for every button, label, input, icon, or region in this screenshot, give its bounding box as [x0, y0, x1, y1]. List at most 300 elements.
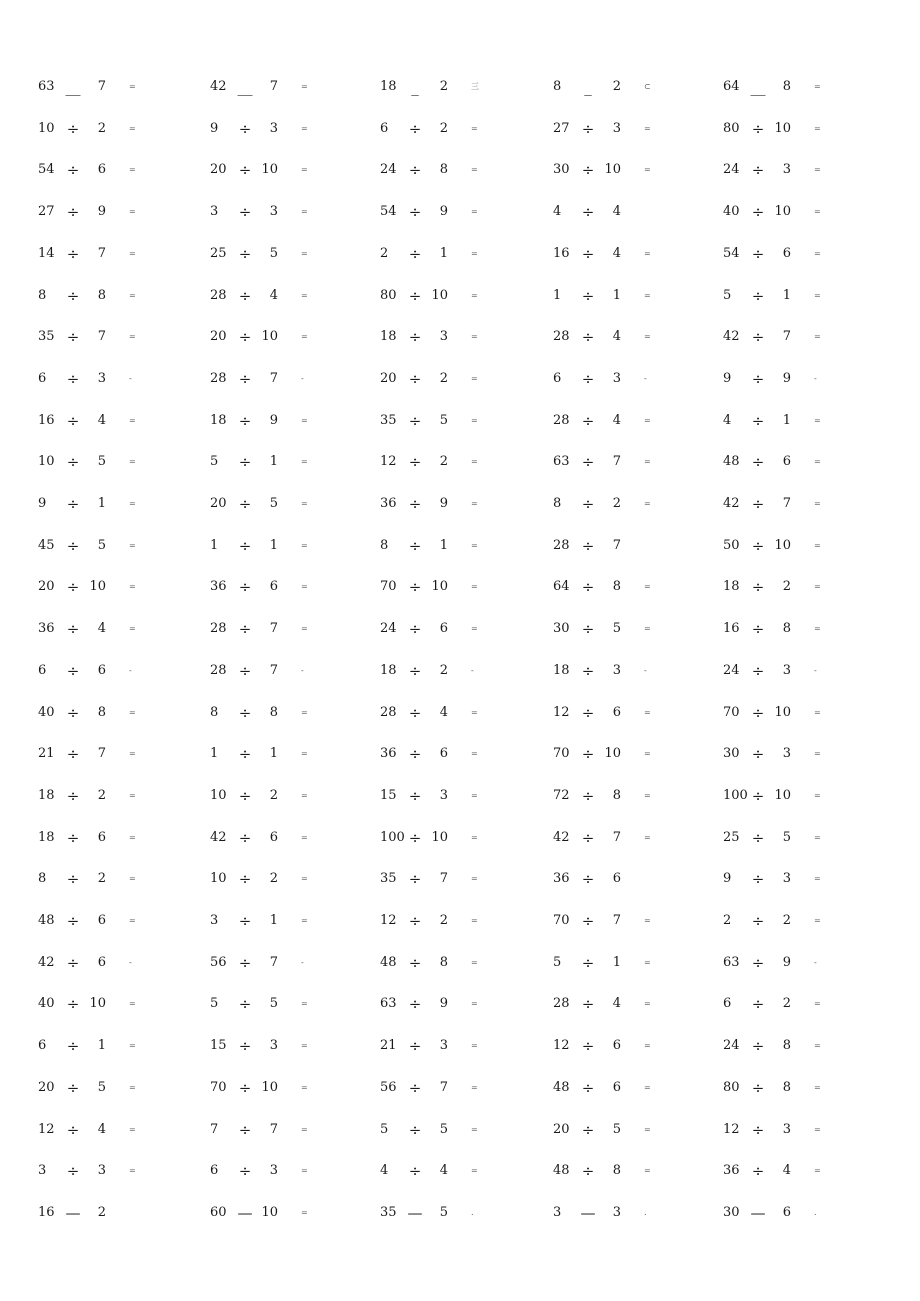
division-sign: ÷ [751, 1078, 765, 1097]
divisor: 4 [612, 245, 621, 261]
division-sign: ÷ [581, 1120, 595, 1139]
division-problem [210, 742, 350, 766]
divisor: 1 [612, 954, 621, 970]
equals-sign: = [129, 123, 136, 133]
equals-sign: = [471, 957, 478, 967]
problem-row [0, 784, 920, 808]
problem-row [0, 742, 920, 766]
divisor: 3 [269, 120, 278, 136]
equals-sign: - [129, 665, 132, 675]
division-problem [380, 1034, 520, 1058]
division-problem [38, 284, 178, 308]
equals-sign: = [301, 415, 308, 425]
dividend: 42 [38, 954, 55, 970]
division-sign: ÷ [581, 1078, 595, 1097]
division-problem [380, 784, 520, 808]
division-sign: ÷ [238, 119, 252, 138]
division-sign: ÷ [408, 745, 422, 764]
divisor: 4 [612, 996, 621, 1012]
dividend: 42 [553, 829, 570, 845]
divisor: 2 [97, 1204, 106, 1220]
equals-sign: = [814, 624, 821, 634]
divisor: 8 [782, 621, 791, 637]
division-sign: ÷ [408, 703, 422, 722]
dividend: 24 [380, 621, 397, 637]
division-sign: ÷ [751, 578, 765, 597]
divisor: 8 [269, 704, 278, 720]
dividend: 12 [723, 1121, 740, 1137]
dividend: 36 [553, 871, 570, 887]
divisor: 4 [612, 329, 621, 345]
equals-sign: = [644, 1124, 651, 1134]
equals-sign: = [814, 790, 821, 800]
divisor: 8 [782, 79, 791, 94]
dividend: 64 [553, 579, 570, 595]
division-sign: ÷ [66, 1120, 80, 1139]
division-problem [553, 1201, 693, 1225]
division-problem [210, 1118, 350, 1142]
division-problem [553, 242, 693, 266]
division-problem [210, 75, 350, 99]
dividend: 70 [723, 704, 740, 720]
divisor: 8 [782, 1038, 791, 1054]
divisor: 6 [782, 454, 791, 470]
division-problem [723, 951, 863, 975]
division-problem [38, 701, 178, 725]
division-sign: ÷ [238, 745, 252, 764]
division-problem [380, 742, 520, 766]
division-problem [723, 909, 863, 933]
divisor: 5 [269, 996, 278, 1012]
equals-sign: = [471, 290, 478, 300]
dividend: 12 [38, 1121, 55, 1137]
divisor: 6 [97, 913, 106, 928]
divisor: 6 [612, 871, 621, 887]
division-sign: ÷ [408, 620, 422, 639]
divisor: 7 [439, 871, 448, 887]
divisor: 9 [782, 954, 791, 970]
problem-row [0, 158, 920, 182]
dividend: 63 [38, 79, 55, 94]
dividend: 70 [380, 579, 397, 595]
equals-sign: = [644, 1082, 651, 1092]
equals-sign: = [814, 207, 821, 217]
equals-sign: = [644, 624, 651, 634]
equals-sign: = [301, 248, 308, 258]
division-problem [38, 659, 178, 683]
dividend: 36 [380, 496, 397, 511]
dividend: 20 [380, 370, 397, 386]
dividend: 56 [380, 1079, 397, 1095]
dividend: 10 [38, 120, 55, 136]
division-sign: ÷ [751, 286, 765, 305]
dividend: 5 [723, 287, 732, 303]
division-problem [210, 1076, 350, 1100]
dividend: 48 [38, 913, 55, 928]
division-problem [553, 534, 693, 558]
divisor: 10 [774, 704, 791, 720]
equals-sign: = [644, 123, 651, 133]
equals-sign: = [129, 624, 136, 634]
equals-sign: = [471, 1041, 478, 1051]
equals-sign: = [471, 999, 478, 1009]
division-sign: ÷ [751, 661, 765, 680]
equals-sign: . [471, 1207, 474, 1217]
divisor: 3 [782, 662, 791, 678]
divisor: 7 [612, 454, 621, 470]
divisor: 4 [97, 621, 106, 637]
problem-row [0, 951, 920, 975]
division-problem [380, 575, 520, 599]
divisor: 2 [269, 787, 278, 803]
division-sign: ÷ [581, 536, 595, 555]
equals-sign: = [644, 248, 651, 258]
dividend: 6 [210, 1163, 219, 1179]
divisor: 10 [261, 162, 278, 178]
division-problem [38, 450, 178, 474]
dividend: 4 [553, 204, 562, 220]
division-problem [38, 75, 178, 99]
equals-sign: = [814, 540, 821, 550]
dividend: 9 [38, 496, 47, 511]
dividend: 30 [553, 162, 570, 178]
dividend: 6 [380, 120, 389, 136]
equals-sign: = [471, 832, 478, 842]
problem-row [0, 867, 920, 891]
dividend: 8 [380, 537, 389, 553]
division-sign: _ [411, 78, 419, 96]
dividend: 48 [380, 954, 397, 970]
division-sign: ÷ [581, 786, 595, 805]
divisor: 10 [261, 1204, 278, 1220]
division-sign: ÷ [66, 536, 80, 555]
division-problem [380, 200, 520, 224]
division-sign: ÷ [238, 536, 252, 555]
equals-sign: = [644, 457, 651, 467]
problem-row [0, 534, 920, 558]
division-sign: ÷ [66, 411, 80, 430]
division-sign: ÷ [66, 870, 80, 889]
divisor: 10 [261, 329, 278, 345]
dividend: 8 [38, 871, 47, 887]
divisor: 9 [439, 996, 448, 1012]
equals-sign: = [644, 332, 651, 342]
problem-row [0, 826, 920, 850]
dividend: 15 [380, 787, 397, 803]
division-sign: ÷ [66, 828, 80, 847]
equals-sign: = [301, 624, 308, 634]
equals-sign: - [301, 665, 304, 675]
dividend: 12 [553, 704, 570, 720]
dividend: 40 [38, 996, 55, 1012]
dividend: 8 [210, 704, 219, 720]
division-sign: — [407, 1203, 423, 1222]
divisor: 6 [439, 746, 448, 762]
dividend: 16 [38, 1204, 55, 1220]
dividend: 63 [553, 454, 570, 470]
divisor: 9 [97, 204, 106, 220]
division-sign: ÷ [66, 495, 80, 513]
division-sign: ÷ [238, 203, 252, 222]
divisor: 3 [439, 787, 448, 803]
division-sign: — [65, 1203, 81, 1222]
dividend: 54 [380, 204, 397, 220]
division-problem [553, 367, 693, 391]
division-problem [380, 158, 520, 182]
dividend: 24 [723, 1038, 740, 1054]
dividend: 56 [210, 954, 227, 970]
equals-sign: = [814, 82, 821, 91]
division-sign: __ [65, 78, 81, 96]
divisor: 7 [97, 245, 106, 261]
divisor: 1 [269, 537, 278, 553]
dividend: 4 [380, 1163, 389, 1179]
dividend: 54 [38, 162, 55, 178]
division-problem [380, 1201, 520, 1225]
dividend: 42 [723, 329, 740, 345]
division-problem [38, 1118, 178, 1142]
division-problem [38, 784, 178, 808]
equals-sign: = [129, 457, 136, 467]
division-sign: ÷ [238, 578, 252, 597]
division-sign: ÷ [66, 161, 80, 180]
divisor: 2 [439, 662, 448, 678]
division-problem [210, 367, 350, 391]
division-sign: ÷ [581, 203, 595, 222]
equals-sign: = [644, 790, 651, 800]
equals-sign: = [471, 123, 478, 133]
divisor: 10 [89, 579, 106, 595]
division-sign: ÷ [66, 369, 80, 388]
divisor: 1 [439, 245, 448, 261]
divisor: 6 [782, 1204, 791, 1220]
equals-sign: = [129, 999, 136, 1009]
divisor: 3 [782, 871, 791, 887]
division-sign: ÷ [751, 328, 765, 347]
equals-sign: = [471, 373, 478, 383]
divisor: 5 [439, 412, 448, 428]
division-sign: ÷ [408, 411, 422, 430]
dividend: 20 [553, 1121, 570, 1137]
dividend: 8 [38, 287, 47, 303]
divisor: 1 [269, 913, 278, 928]
division-problem [38, 1201, 178, 1225]
dividend: 28 [380, 704, 397, 720]
equals-sign: = [471, 1082, 478, 1092]
divisor: 2 [97, 871, 106, 887]
equals-sign: = [301, 832, 308, 842]
division-sign: ÷ [408, 828, 422, 847]
divisor: 5 [439, 1204, 448, 1220]
equals-sign: = [301, 290, 308, 300]
dividend: 28 [553, 412, 570, 428]
division-sign: ÷ [581, 661, 595, 680]
problem-row [0, 1118, 920, 1142]
problem-row [0, 409, 920, 433]
divisor: 5 [612, 1121, 621, 1137]
equals-sign: = [471, 165, 478, 175]
divisor: 10 [261, 1079, 278, 1095]
dividend: 80 [723, 1079, 740, 1095]
divisor: 6 [97, 954, 106, 970]
equals-sign: = [814, 332, 821, 342]
dividend: 60 [210, 1204, 227, 1220]
division-problem [38, 158, 178, 182]
division-sign: ÷ [581, 495, 595, 513]
division-sign: — [237, 1203, 253, 1222]
division-problem [723, 1159, 863, 1183]
dividend: 9 [723, 370, 732, 386]
division-sign: ÷ [581, 453, 595, 472]
division-sign: ÷ [751, 745, 765, 764]
division-sign: — [580, 1203, 596, 1222]
division-problem [553, 492, 693, 516]
equals-sign: = [644, 1041, 651, 1051]
equals-sign: = [129, 832, 136, 842]
division-problem [38, 200, 178, 224]
division-problem [38, 867, 178, 891]
division-problem [380, 325, 520, 349]
divisor: 3 [612, 120, 621, 136]
divisor: 4 [269, 287, 278, 303]
dividend: 40 [38, 704, 55, 720]
division-problem [38, 534, 178, 558]
division-sign: ÷ [238, 286, 252, 305]
division-sign: ÷ [408, 1120, 422, 1139]
equals-sign: = [471, 874, 478, 884]
division-sign: ÷ [408, 161, 422, 180]
division-sign: ÷ [581, 745, 595, 764]
division-sign: ÷ [408, 244, 422, 263]
equals-sign: = [301, 582, 308, 592]
dividend: 18 [553, 662, 570, 678]
division-problem [553, 742, 693, 766]
division-problem [723, 284, 863, 308]
division-problem [723, 242, 863, 266]
division-sign: ÷ [751, 203, 765, 222]
division-sign: ÷ [408, 912, 422, 930]
divisor: 3 [612, 662, 621, 678]
equals-sign: = [814, 1041, 821, 1051]
divisor: 9 [782, 370, 791, 386]
problem-row [0, 450, 920, 474]
divisor: 5 [97, 537, 106, 553]
division-sign: ÷ [408, 119, 422, 138]
dividend: 28 [553, 996, 570, 1012]
equals-sign: = [129, 916, 136, 925]
dividend: 1 [553, 287, 562, 303]
divisor: 8 [612, 1163, 621, 1179]
division-sign: ÷ [581, 1037, 595, 1056]
divisor: 7 [612, 829, 621, 845]
division-problem [38, 1034, 178, 1058]
divisor: 3 [439, 329, 448, 345]
dividend: 100 [723, 787, 748, 803]
equals-sign: = [814, 707, 821, 717]
equals-sign: = [129, 165, 136, 175]
division-problem [380, 117, 520, 141]
division-problem [553, 409, 693, 433]
divisor: 10 [431, 287, 448, 303]
dividend: 36 [723, 1163, 740, 1179]
division-problem [553, 617, 693, 641]
division-sign: ÷ [581, 1162, 595, 1181]
divisor: 3 [612, 370, 621, 386]
division-problem [380, 1076, 520, 1100]
equals-sign: - [814, 957, 817, 967]
division-sign: ÷ [751, 495, 765, 513]
equals-sign: = [644, 957, 651, 967]
divisor: 3 [612, 1204, 621, 1220]
division-problem [210, 325, 350, 349]
division-problem [723, 1201, 863, 1225]
dividend: 48 [723, 454, 740, 470]
division-problem [210, 284, 350, 308]
division-sign: ÷ [238, 870, 252, 889]
division-sign: ÷ [66, 995, 80, 1014]
division-problem [210, 534, 350, 558]
division-problem [380, 992, 520, 1016]
divisor: 2 [782, 913, 791, 928]
division-problem [723, 450, 863, 474]
division-problem [723, 534, 863, 558]
dividend: 6 [38, 1038, 47, 1054]
division-problem [210, 1159, 350, 1183]
equals-sign: = [814, 916, 821, 925]
dividend: 9 [723, 871, 732, 887]
equals-sign: = [301, 82, 308, 91]
division-sign: ÷ [581, 620, 595, 639]
dividend: 35 [38, 329, 55, 345]
division-sign: ÷ [751, 786, 765, 805]
equals-sign: = [301, 874, 308, 884]
equals-sign: = [129, 707, 136, 717]
equals-sign: = [129, 1041, 136, 1051]
divisor: 3 [97, 1163, 106, 1179]
equals-sign: = [644, 749, 651, 759]
equals-sign: = [301, 749, 308, 759]
divisor: 7 [269, 621, 278, 637]
division-problem [380, 701, 520, 725]
divisor: 7 [269, 662, 278, 678]
division-sign: ÷ [238, 912, 252, 930]
equals-sign: - [644, 373, 647, 383]
dividend: 10 [210, 871, 227, 887]
dividend: 40 [723, 204, 740, 220]
division-problem [553, 951, 693, 975]
equals-sign: = [814, 457, 821, 467]
division-sign: ÷ [751, 453, 765, 472]
division-problem [210, 575, 350, 599]
problem-row [0, 992, 920, 1016]
divisor: 2 [439, 913, 448, 928]
division-sign: ÷ [66, 328, 80, 347]
dividend: 5 [210, 996, 219, 1012]
dividend: 15 [210, 1038, 227, 1054]
divisor: 1 [612, 287, 621, 303]
problem-row [0, 575, 920, 599]
division-problem [553, 325, 693, 349]
dividend: 70 [553, 913, 570, 928]
division-problem [210, 617, 350, 641]
divisor: 2 [782, 579, 791, 595]
equals-sign: = [301, 790, 308, 800]
division-sign: ÷ [408, 286, 422, 305]
divisor: 7 [782, 496, 791, 511]
equals-sign: = [644, 165, 651, 175]
dividend: 3 [553, 1204, 562, 1220]
equals-sign: = [814, 290, 821, 300]
